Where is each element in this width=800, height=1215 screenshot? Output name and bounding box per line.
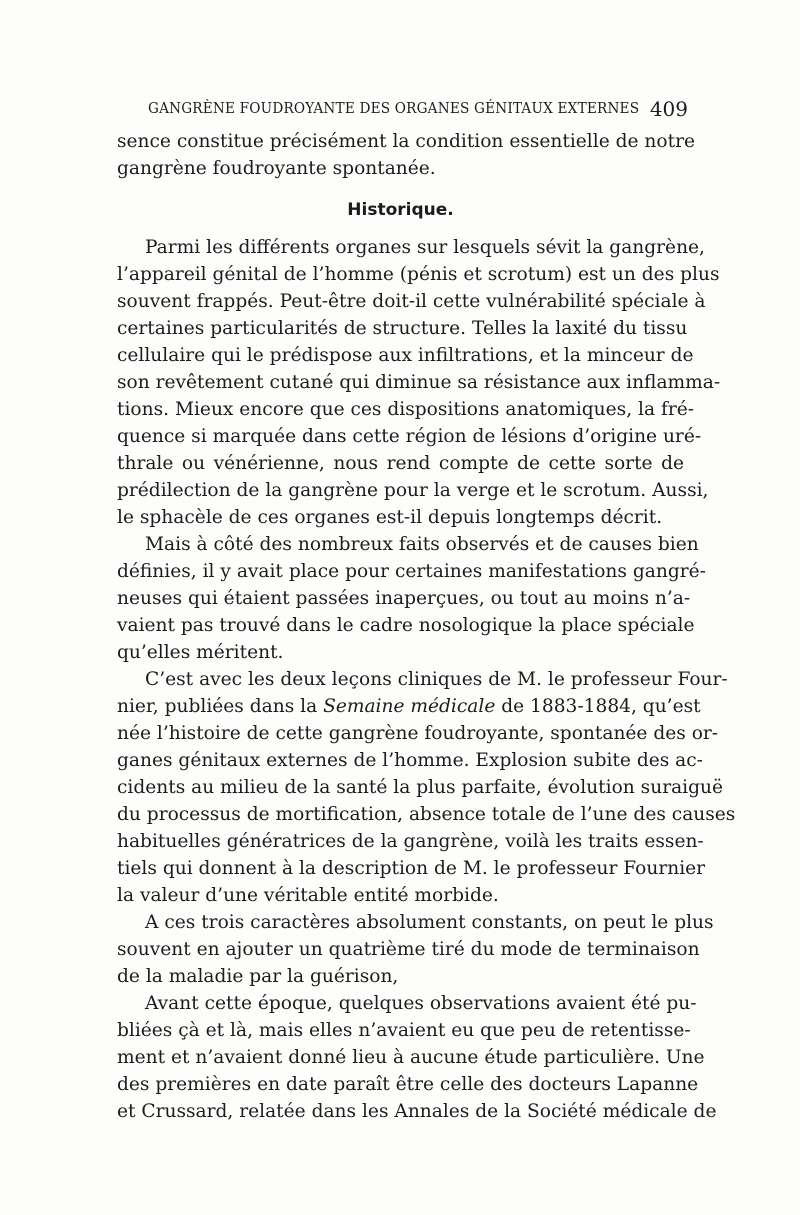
text-line <box>117 693 701 720</box>
text-line: bliées çà et là, mais elles n’avaient eu que peu de retentisse- <box>117 1020 691 1041</box>
text-fragment: de 1883-1884, qu’est <box>495 696 701 717</box>
text-line: neuses qui étaient passées inaperçues, ou tout au moins n’a- <box>117 588 691 609</box>
text-line: définies, il y avait place pour certaines manifestations gangré- <box>117 561 706 582</box>
text-line: ment et n’avaient donné lieu à aucune étude particulière. Une <box>117 1047 705 1068</box>
text-line: le sphacèle de ces organes est-il depuis longtemps décrit. <box>117 507 663 528</box>
text-line: C’est avec les deux leçons cliniques de M. le professeur Four- <box>145 669 728 690</box>
text-line: cidents au milieu de la santé la plus parfaite, évolution suraiguë <box>117 777 723 798</box>
text-line: vaient pas trouvé dans le cadre nosologique la place spéciale <box>117 615 695 636</box>
page-number: 409 <box>649 97 688 121</box>
journal-title: Semaine médicale <box>323 696 496 717</box>
text-line: Avant cette époque, quelques observations avaient été pu- <box>145 993 697 1014</box>
text-line: gangrène foudroyante spontanée. <box>117 158 436 179</box>
text-line: tions. Mieux encore que ces dispositions anatomiques, la fré- <box>117 399 695 420</box>
text-fragment: nier, publiées dans la <box>117 696 324 717</box>
text-line: née l’histoire de cette gangrène foudroyante, spontanée des or- <box>117 723 719 744</box>
text-line: Parmi les différents organes sur lesquels sévit la gangrène, <box>145 237 705 258</box>
text-line: souvent frappés. Peut-être doit-il cette vulnérabilité spéciale à <box>117 291 706 312</box>
running-head <box>148 97 688 123</box>
text-line: son revêtement cutané qui diminue sa résistance aux inflamma- <box>117 372 721 393</box>
text-line: des premières en date paraît être celle des docteurs Lapanne <box>117 1074 699 1095</box>
running-title: GANGRÈNE FOUDROYANTE DES ORGANES GÉNITAUX EXTERNES <box>148 101 640 117</box>
text-line: thrale ou vénérienne, nous rend compte de cette sorte de <box>117 453 684 474</box>
text-line: quence si marquée dans cette région de lésions d’origine uré- <box>117 426 702 447</box>
text-line: du processus de mortification, absence totale de l’une des causes <box>117 804 736 825</box>
section-heading: Historique. <box>347 200 454 220</box>
text-line: A ces trois caractères absolument constants, on peut le plus <box>145 912 714 933</box>
text-line: sence constitue précisément la condition essentielle de notre <box>117 131 695 152</box>
text-line: prédilection de la gangrène pour la verge et le scrotum. Aussi, <box>117 480 709 501</box>
text-line: certaines particularités de structure. Telles la laxité du tissu <box>117 318 688 339</box>
text-line: Mais à côté des nombreux faits observés et de causes bien <box>145 534 699 555</box>
text-line: cellulaire qui le prédispose aux infiltrations, et la minceur de <box>117 345 694 366</box>
text-line: ganes génitaux externes de l’homme. Explosion subite des ac- <box>117 750 703 771</box>
text-line: la valeur d’une véritable entité morbide. <box>117 885 499 906</box>
text-line: et Crussard, relatée dans les Annales de la Société médicale de <box>117 1101 717 1122</box>
text-line: tiels qui donnent à la description de M. le professeur Fournier <box>117 858 706 879</box>
text-line: souvent en ajouter un quatrième tiré du mode de terminaison <box>117 939 700 960</box>
text-line: de la maladie par la guérison, <box>117 966 399 987</box>
text-line: l’appareil génital de l’homme (pénis et scrotum) est un des plus <box>117 264 720 285</box>
text-line: habituelles génératrices de la gangrène, voilà les traits essen- <box>117 831 704 852</box>
text-line: qu’elles méritent. <box>117 642 284 663</box>
